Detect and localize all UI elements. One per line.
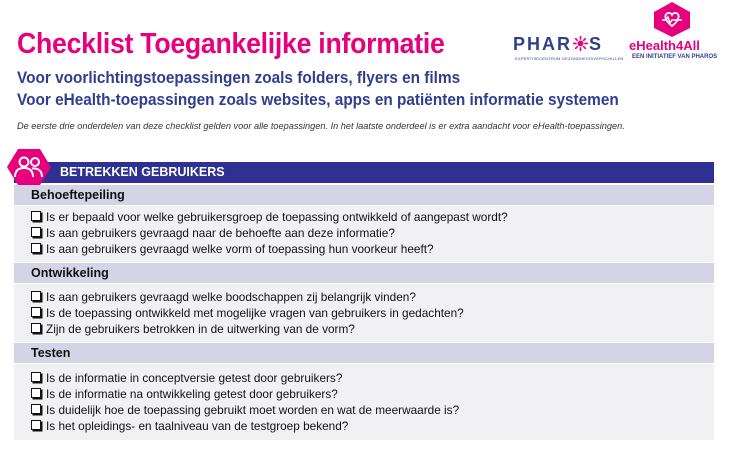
- checklist-item[interactable]: Is de informatie in conceptversie getest door gebruikers?: [31, 370, 342, 386]
- intro-text: De eerste drie onderdelen van deze checklist gelden voor alle toepassingen. In het laatste onderdeel is er extra aandacht voor eHealth-toepassingen.: [17, 121, 625, 131]
- section-header-betrekken-gebruikers: [14, 162, 714, 183]
- page-title: Checklist Toegankelijke informatie: [17, 28, 445, 60]
- checklist-item[interactable]: Is het opleidings- en taalniveau van de testgroep bekend?: [31, 418, 348, 434]
- subtitle-ehealth: Voor eHealth-toepassingen zoals websites, apps en patiënten informatie systemen: [17, 91, 619, 109]
- pharos-logo-tagline: EXPERTISECENTRUM GEZONDHEIDSVERSCHILLEN: [515, 56, 624, 61]
- section-header-label: BETREKKEN GEBRUIKERS: [60, 165, 225, 179]
- checkbox[interactable]: [31, 372, 41, 382]
- checkbox[interactable]: [31, 291, 41, 301]
- checkbox[interactable]: [31, 420, 41, 430]
- checklist-item[interactable]: Is aan gebruikers gevraagd welke vorm of toepassing hun voorkeur heeft?: [31, 241, 434, 257]
- checkbox[interactable]: [31, 211, 41, 221]
- checklist-item[interactable]: Is de informatie na ontwikkeling getest door gebruikers?: [31, 386, 338, 402]
- ehealth4all-logo-word: eHealth4All: [629, 38, 700, 53]
- checklist-item[interactable]: Is aan gebruikers gevraagd welke boodschappen zij belangrijk vinden?: [31, 289, 416, 305]
- checklist-item[interactable]: Is aan gebruikers gevraagd naar de behoefte aan deze informatie?: [31, 225, 395, 241]
- ehealth4all-logo-tagline: EEN INITIATIEF VAN PHAROS: [632, 54, 718, 60]
- checklist-item[interactable]: Is duidelijk hoe de toepassing gebruikt moet worden en wat de meerwaarde is?: [31, 402, 459, 418]
- sun-icon: [573, 36, 588, 51]
- checklist-item[interactable]: Zijn de gebruikers betrokken in de uitwerking van de vorm?: [31, 321, 355, 337]
- checklist-item[interactable]: Is er bepaald voor welke gebruikersgroep de toepassing ontwikkeld of aangepast wordt?: [31, 209, 508, 225]
- checkbox[interactable]: [31, 323, 41, 333]
- checkbox[interactable]: [31, 307, 41, 317]
- pharos-logo-word: PHAR S: [513, 34, 604, 54]
- group-heading-testen: Testen: [14, 343, 714, 363]
- group-heading-ontwikkeling: Ontwikkeling: [14, 263, 714, 283]
- pharos-logo: [513, 34, 624, 64]
- checkbox[interactable]: [31, 243, 41, 253]
- ehealth-heart-icon: [650, 0, 694, 38]
- group-heading-behoeftepeiling: Behoeftepeiling: [14, 185, 714, 205]
- ehealth4all-logo: [628, 0, 728, 70]
- checklist-item[interactable]: Is de toepassing ontwikkeld met mogelijke vragen van gebruikers in gedachten?: [31, 305, 464, 321]
- checkbox[interactable]: [31, 404, 41, 414]
- users-icon: [6, 147, 52, 187]
- subtitle-leaflets: Voor voorlichtingstoepassingen zoals folders, flyers en films: [17, 69, 461, 87]
- checkbox[interactable]: [31, 388, 41, 398]
- checkbox[interactable]: [31, 227, 41, 237]
